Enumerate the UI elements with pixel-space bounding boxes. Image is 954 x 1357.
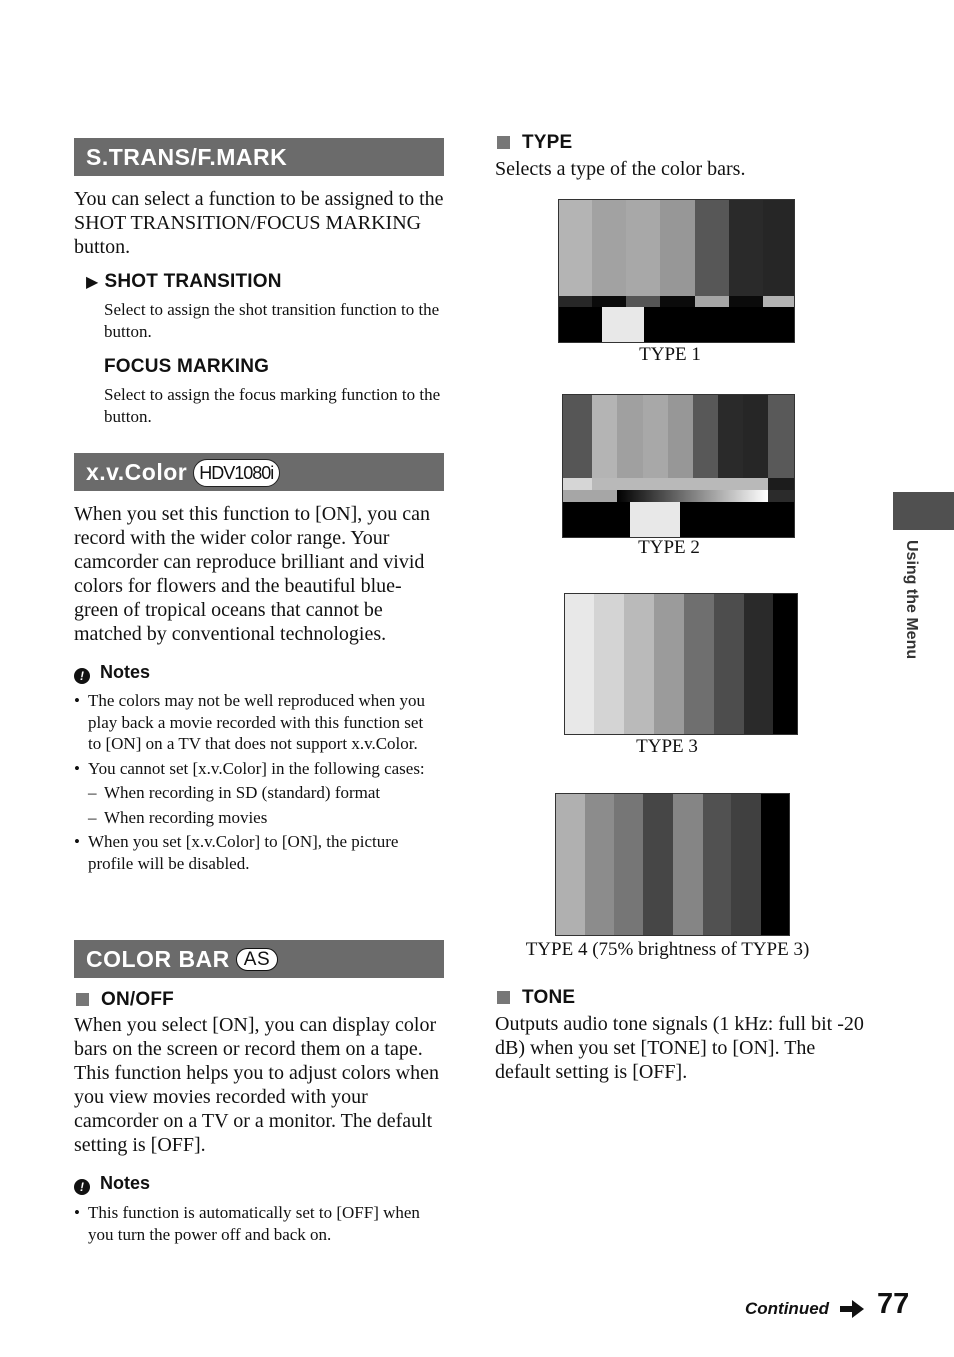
colorbar-notes-list <box>74 1202 424 1245</box>
caption-type2: TYPE 2 <box>638 537 700 558</box>
onoff-body: When you select [ON], you can display color bars on the screen or record them on a tape. This function helps you to adjust colors when you view movies recorded with your camcorder on a TV or a monitor. The default setting is [OFF]. <box>74 1014 439 1156</box>
section-title: x.v.Color <box>86 459 188 485</box>
strans-intro: You can select a function to be assigned to the SHOT TRANSITION/FOCUS MARKING button. <box>74 188 444 258</box>
tone-title: TONE <box>497 987 575 1009</box>
option-focus-marking-desc: Select to assign the focus marking function to the button. <box>104 385 441 426</box>
color-bar-type3-image <box>564 593 798 735</box>
list-item: • The colors may not be well reproduced when you play back a movie recorded with this function set to [ON] on a TV that does not support x.v.Color. <box>74 690 434 755</box>
type-desc: Selects a type of the color bars. <box>495 158 746 180</box>
arrow-right-icon <box>840 1300 864 1318</box>
type-title: TYPE <box>497 132 572 154</box>
onoff-title: ON/OFF <box>76 989 174 1011</box>
tone-desc: Outputs audio tone signals (1 kHz: full bit -20 dB) when you set [TONE] to [ON]. The default setting is [OFF]. <box>495 1013 864 1083</box>
colorbar-notes-heading: ! Notes <box>74 1173 150 1195</box>
option-focus-marking-title: FOCUS MARKING <box>104 356 270 377</box>
list-item: – When recording movies <box>74 807 434 829</box>
continued-label: Continued <box>745 1299 830 1318</box>
list-item: – When recording in SD (standard) format <box>74 782 434 804</box>
square-bullet-icon <box>76 993 89 1006</box>
triangle-icon: ▶ <box>86 274 99 291</box>
color-bar-type2-image <box>562 394 795 538</box>
color-bar-type1-image <box>558 199 795 343</box>
color-bar-type4-image <box>555 793 790 936</box>
sidebar-label: Using the Menu <box>903 540 920 660</box>
as-badge: AS <box>236 948 278 971</box>
xvcolor-notes-list <box>74 690 434 874</box>
section-title: S.TRANS/F.MARK <box>86 144 288 170</box>
hdv1080i-badge: HDV1080i <box>193 459 280 487</box>
notes-icon: ! <box>74 1179 90 1195</box>
xvcolor-body: When you set this function to [ON], you can record with the wider color range. Your camcorder can reproduce brilliant and vivid colors for flowers and the beautiful blue-green of tropical oceans that cannot be matched by conventional technologies. <box>74 503 431 645</box>
caption-type3: TYPE 3 <box>636 736 698 757</box>
list-item: • When you set [x.v.Color] to [ON], the picture profile will be disabled. <box>74 831 434 874</box>
sidebar-tab-marker <box>893 492 954 530</box>
option-shot-transition-desc: Select to assign the shot transition function to the button. <box>104 300 440 341</box>
caption-type1: TYPE 1 <box>639 344 701 365</box>
page-number: 77 <box>877 1288 910 1320</box>
list-item: • This function is automatically set to [OFF] when you turn the power off and back on. <box>74 1202 424 1245</box>
section-header-colorbar <box>74 940 444 978</box>
section-header-strans <box>74 138 444 176</box>
xvcolor-notes-heading: ! Notes <box>74 662 150 684</box>
notes-icon: ! <box>74 668 90 684</box>
list-item: • You cannot set [x.v.Color] in the following cases: <box>74 758 434 780</box>
caption-type4: TYPE 4 (75% brightness of TYPE 3) <box>525 939 810 960</box>
option-shot-transition-title: ▶ SHOT TRANSITION <box>86 271 282 292</box>
square-bullet-icon <box>497 136 510 149</box>
section-header-xvcolor <box>74 453 444 491</box>
square-bullet-icon <box>497 991 510 1004</box>
section-title: COLOR BAR <box>86 946 230 972</box>
